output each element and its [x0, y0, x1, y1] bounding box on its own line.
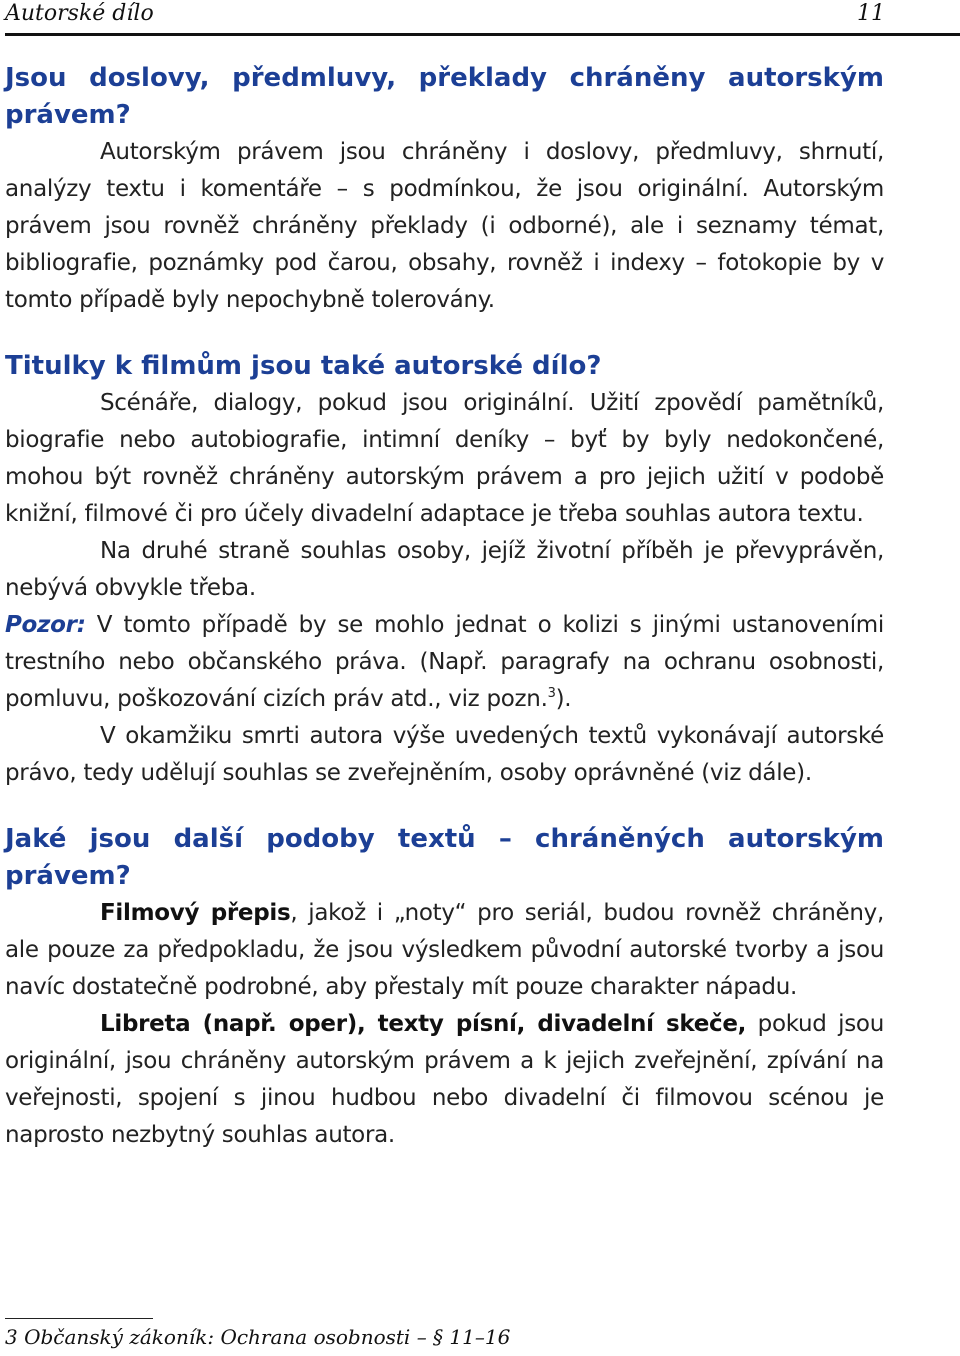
paragraph: Na druhé straně souhlas osoby, jejíž životní příběh je převyprávěn, nebývá obvykle třeba. [5, 538, 884, 601]
paragraph: V okamžiku smrti autora výše uvedených textů vykonávají autorské právo, tedy udělují souhlas se zveřejněním, osoby oprávněné (viz dále). [5, 723, 884, 786]
footnote: 3 Občanský zákoník: Ochrana osobnosti – § 11–16 [5, 1325, 511, 1349]
main-content [5, 60, 884, 1154]
page-number: 11 [857, 1, 885, 26]
running-header-title: Autorské dílo [5, 1, 154, 26]
paragraph-text: , jakož i „noty“ pro seriál, budou rovněž chráněny, ale pouze za předpokladu, že jsou výsledkem původní autorské tvorby a jsou navíc dostatečně podrobné, aby přestaly mít pouze charakter nápadu. [5, 900, 884, 1000]
emphasis-term: Filmový přepis [100, 900, 291, 926]
section-heading: Titulky k filmům jsou také autorské dílo? [5, 351, 602, 381]
footnote-reference[interactable]: 3 [547, 686, 556, 701]
running-header [5, 0, 960, 36]
paragraph [5, 1006, 884, 1154]
warning-paragraph [5, 607, 884, 718]
section-heading: Jaké jsou další podoby textů – chráněných autorským právem? [5, 824, 884, 891]
paragraph-text: pokud jsou originální, jsou chráněny autorským právem a k jejich zveřejnění, zpívání na veřejnosti, spojení s jinou hudbou nebo divadelní či filmovou scénou je naprosto nezbytný souhlas autora. [5, 1011, 884, 1148]
footnote-divider [5, 1318, 153, 1319]
paragraph: Autorským právem jsou chráněny i doslovy, předmluvy, shrnutí, analýzy textu i komentáře – s podmínkou, že jsou originální. Autorským právem jsou rovněž chráněny překlady (i odborné), ale i seznamy témat, bibliografie, poznámky pod čarou, obsahy, rovněž i indexy – fotokopie by v tomto případě byly nepochybně tolerovány. [5, 139, 884, 313]
warning-text-end: ). [555, 686, 572, 712]
warning-label: Pozor: [5, 612, 86, 638]
warning-text: V tomto případě by se mohlo jednat o kolizi s jinými ustanoveními trestního nebo občanského práva. (Např. paragrafy na ochranu osobnosti, pomluvu, poškozování cizích práv atd., viz pozn. [5, 612, 884, 712]
paragraph: Scénáře, dialogy, pokud jsou originální. Užití zpovědí pamětníků, biografie nebo autobiografie, intimní deníky – byť by byly nedokončené, mohou být rovněž chráněny autorským právem a pro jejich užití v podobě knižní, filmové či pro účely divadelní adaptace je třeba souhlas autora textu. [5, 390, 884, 527]
paragraph [5, 895, 884, 1006]
section-heading: Jsou doslovy, předmluvy, překlady chráněny autorským právem? [5, 63, 884, 130]
emphasis-term: Libreta (např. oper), texty písní, divadelní skeče, [100, 1011, 747, 1037]
